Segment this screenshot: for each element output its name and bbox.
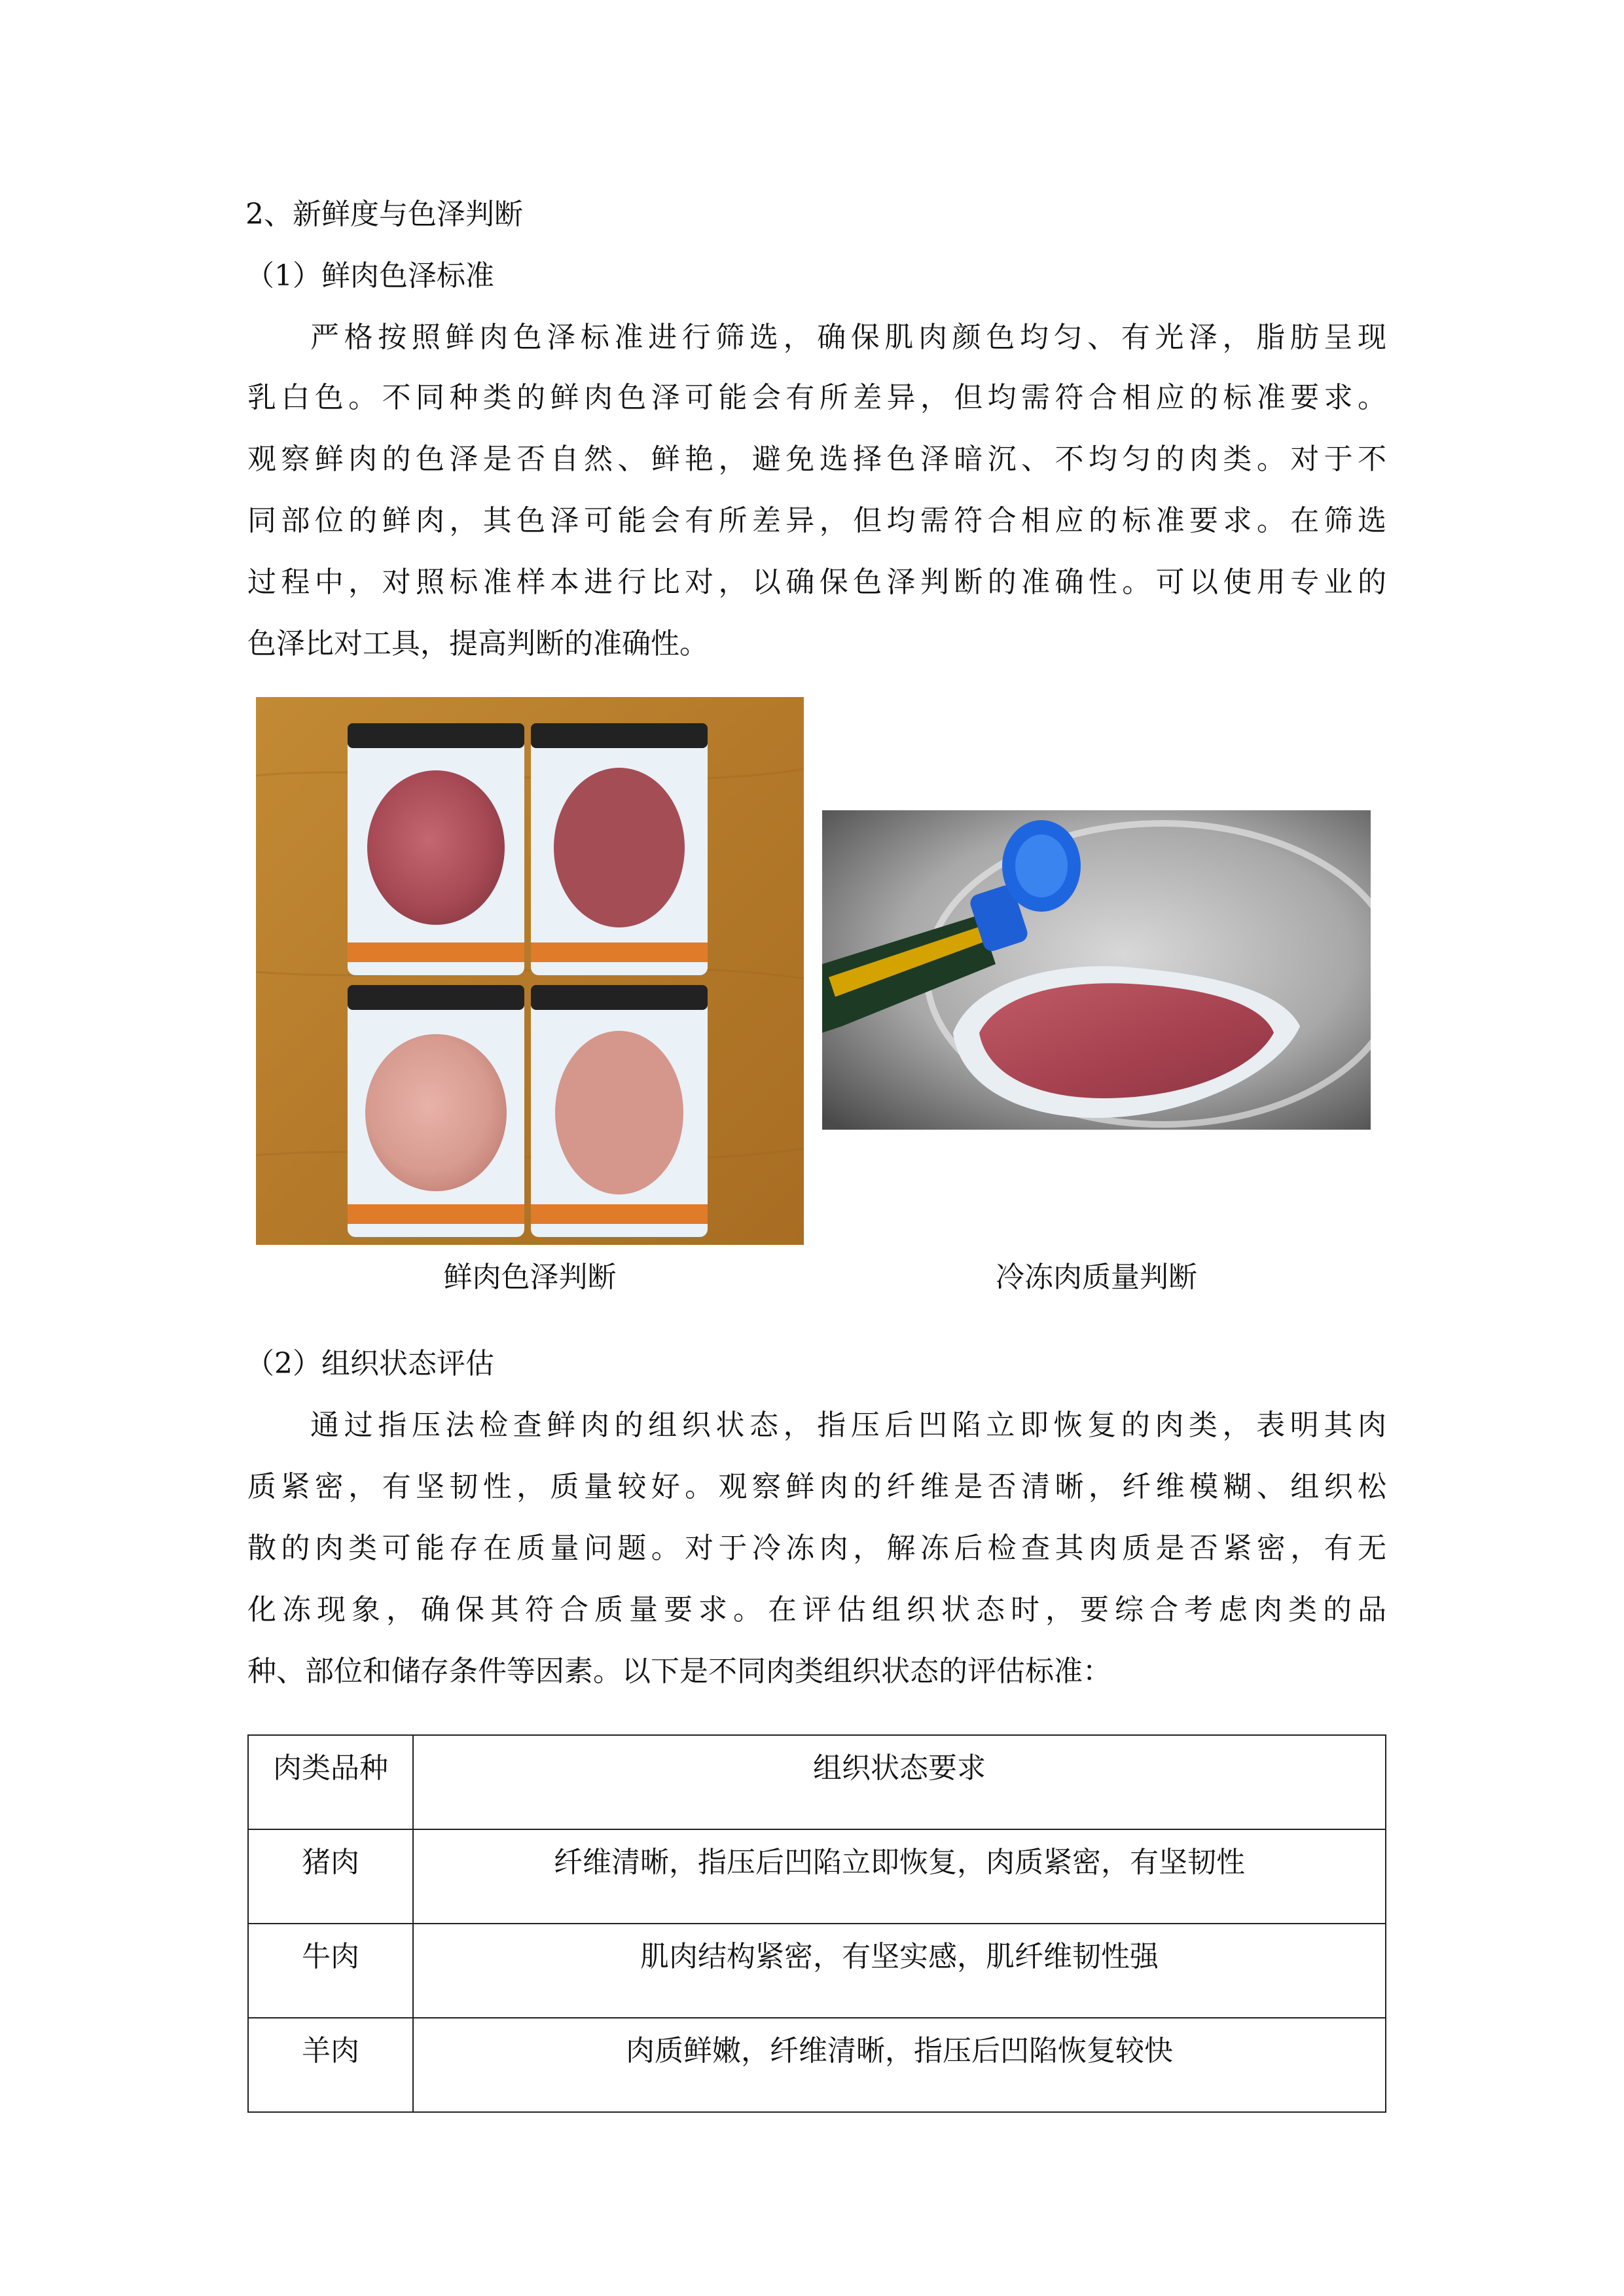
paragraph-line: 乳白色。不同种类的鲜肉色泽可能会有所差异，但均需符合相应的标准要求。 (247, 381, 1386, 414)
section-heading: 2、新鲜度与色泽判断 (245, 198, 523, 231)
paragraph-line: 观察鲜肉的色泽是否自然、鲜艳，避免选择色泽暗沉、不均匀的肉类。对于不 (247, 442, 1386, 476)
table-row (248, 1829, 1386, 1924)
table-cell: 肉质鲜嫩，纤维清晰，指压后凹陷恢复较快 (413, 2018, 1386, 2112)
table-cell: 肌肉结构紧密，有坚实感，肌纤维韧性强 (413, 1924, 1386, 2018)
table-cell: 牛肉 (248, 1924, 413, 2018)
texture-standards-table (247, 1734, 1386, 2113)
paragraph-line: 色泽比对工具，提高判断的准确性。 (247, 627, 708, 660)
table-header-row (248, 1735, 1386, 1829)
paragraph-line: 质紧密，有坚韧性，质量较好。观察鲜肉的纤维是否清晰，纤维模糊、组织松 (247, 1470, 1386, 1503)
frozen-meat-quality-photo (822, 810, 1371, 1130)
table-header-cell: 肉类品种 (248, 1735, 413, 1829)
paragraph-line: 种、部位和储存条件等因素。以下是不同肉类组织状态的评估标准： (247, 1655, 1111, 1688)
paragraph-line: 通过指压法检查鲜肉的组织状态，指压后凹陷立即恢复的肉类，表明其肉 (310, 1408, 1386, 1442)
figure-caption-right: 冷冻肉质量判断 (996, 1261, 1197, 1294)
figure-caption-left: 鲜肉色泽判断 (443, 1261, 617, 1294)
paragraph-line: 化冻现象，确保其符合质量要求。在评估组织状态时，要综合考虑肉类的品 (247, 1593, 1386, 1626)
paragraph-line: 严格按照鲜肉色泽标准进行筛选，确保肌肉颜色均匀、有光泽，脂肪呈现 (310, 321, 1386, 354)
table-cell: 纤维清晰，指压后凹陷立即恢复，肉质紧密，有坚韧性 (413, 1829, 1386, 1924)
table-row (248, 2018, 1386, 2112)
paragraph-line: 同部位的鲜肉，其色泽可能会有所差异，但均需符合相应的标准要求。在筛选 (247, 504, 1386, 537)
fresh-meat-color-photo (256, 697, 804, 1245)
table-cell: 羊肉 (248, 2018, 413, 2112)
subsection-title-color: （1）鲜肉色泽标准 (245, 259, 494, 293)
table-cell: 猪肉 (248, 1829, 413, 1924)
subsection-title-texture: （2）组织状态评估 (245, 1347, 494, 1380)
paragraph-line: 散的肉类可能存在质量问题。对于冷冻肉，解冻后检查其肉质是否紧密，有无 (247, 1532, 1386, 1565)
table-header-cell: 组织状态要求 (413, 1735, 1386, 1829)
paragraph-line: 过程中，对照标准样本进行比对，以确保色泽判断的准确性。可以使用专业的 (247, 565, 1386, 599)
table-row (248, 1924, 1386, 2018)
